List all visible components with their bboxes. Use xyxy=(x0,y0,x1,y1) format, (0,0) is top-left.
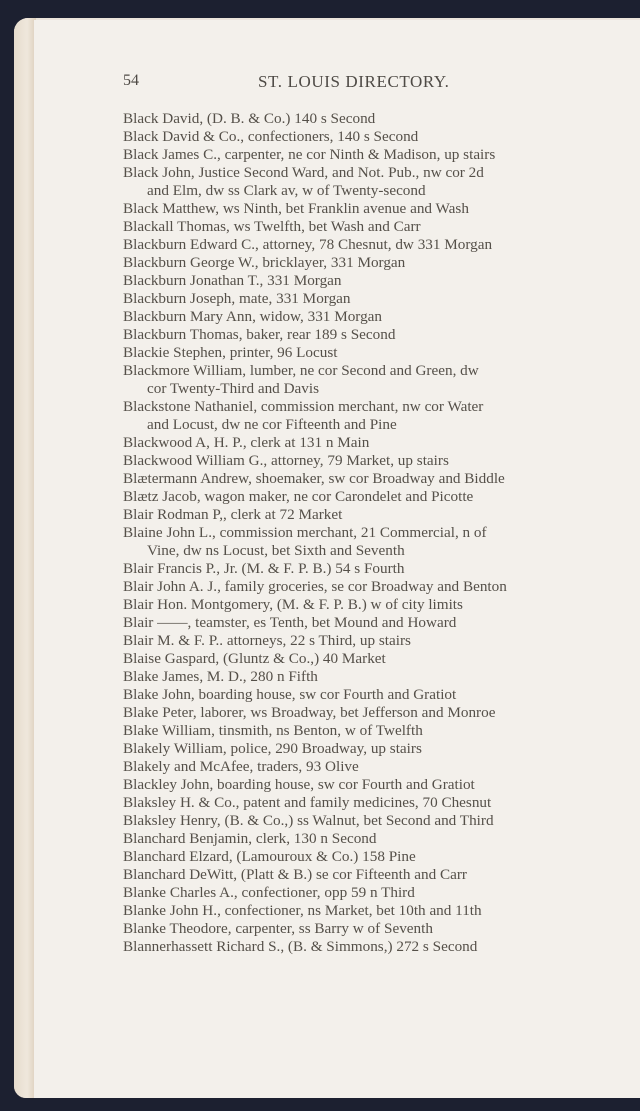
directory-entry xyxy=(123,398,607,434)
entry-line: Blake Peter, laborer, ws Broadway, bet Jefferson and Monroe xyxy=(123,704,496,721)
directory-entry xyxy=(123,200,607,218)
directory-entry xyxy=(123,452,607,470)
entry-continuation: and Locust, dw ne cor Fifteenth and Pine xyxy=(147,416,397,433)
entry-line: Blair M. & F. P.. attorneys, 22 s Third, up stairs xyxy=(123,632,411,649)
directory-entry xyxy=(123,740,607,758)
entry-line: Blaise Gaspard, (Gluntz & Co.,) 40 Market xyxy=(123,650,386,667)
page-header xyxy=(0,72,640,96)
entry-line: Blackstone Nathaniel, commission merchant, nw cor Water xyxy=(123,398,484,415)
directory-entry xyxy=(123,560,607,578)
entry-line: Blackburn Thomas, baker, rear 189 s Second xyxy=(123,326,396,343)
directory-entry xyxy=(123,794,607,812)
entry-line: Blair Rodman P,, clerk at 72 Market xyxy=(123,506,343,523)
directory-entry xyxy=(123,272,607,290)
entry-line: Blaksley H. & Co., patent and family medicines, 70 Chesnut xyxy=(123,794,492,811)
directory-entry xyxy=(123,434,607,452)
directory-entry xyxy=(123,326,607,344)
directory-entry xyxy=(123,776,607,794)
entry-continuation: cor Twenty-Third and Davis xyxy=(147,380,320,397)
entry-line: Blair ——, teamster, es Tenth, bet Mound and Howard xyxy=(123,614,457,631)
entry-line: Blair Francis P., Jr. (M. & F. P. B.) 54 s Fourth xyxy=(123,560,405,577)
entry-line: Black David & Co., confectioners, 140 s Second xyxy=(123,128,419,145)
entry-line: Blakely William, police, 290 Broadway, up stairs xyxy=(123,740,422,757)
entry-line: Blaine John L., commission merchant, 21 Commercial, n of xyxy=(123,524,487,541)
directory-entry xyxy=(123,686,607,704)
entry-line: Black Matthew, ws Ninth, bet Franklin avenue and Wash xyxy=(123,200,469,217)
directory-entry xyxy=(123,920,607,938)
directory-entry xyxy=(123,146,607,164)
directory-entry xyxy=(123,236,607,254)
directory-entry xyxy=(123,308,607,326)
directory-entry xyxy=(123,578,607,596)
directory-entry xyxy=(123,848,607,866)
entry-line: Blanchard Elzard, (Lamouroux & Co.) 158 Pine xyxy=(123,848,416,865)
entry-line: Blackie Stephen, printer, 96 Locust xyxy=(123,344,338,361)
entry-line: Blackall Thomas, ws Twelfth, bet Wash and Carr xyxy=(123,218,421,235)
entry-line: Blair John A. J., family groceries, se cor Broadway and Benton xyxy=(123,578,507,595)
directory-entry xyxy=(123,344,607,362)
entry-line: Blackburn Edward C., attorney, 78 Chesnut, dw 331 Morgan xyxy=(123,236,493,253)
directory-entry xyxy=(123,254,607,272)
entry-line: Blannerhassett Richard S., (B. & Simmons,) 272 s Second xyxy=(123,938,478,955)
entry-line: Blackburn Mary Ann, widow, 331 Morgan xyxy=(123,308,383,325)
directory-entry xyxy=(123,812,607,830)
directory-entry xyxy=(123,362,607,398)
entry-continuation: Vine, dw ns Locust, bet Sixth and Seventh xyxy=(147,542,405,559)
directory-entry xyxy=(123,596,607,614)
entry-line: Black James C., carpenter, ne cor Ninth & Madison, up stairs xyxy=(123,146,496,163)
directory-entry xyxy=(123,110,607,128)
entry-line: Blætermann Andrew, shoemaker, sw cor Broadway and Biddle xyxy=(123,470,505,487)
page-edge xyxy=(14,18,36,1098)
directory-entry xyxy=(123,758,607,776)
page-number: 54 xyxy=(123,72,139,89)
directory-entry xyxy=(123,902,607,920)
entry-line: Blakely and McAfee, traders, 93 Olive xyxy=(123,758,359,775)
directory-entry xyxy=(123,470,607,488)
entry-line: Blanke John H., confectioner, ns Market, bet 10th and 11th xyxy=(123,902,482,919)
entry-line: Blackwood William G., attorney, 79 Market, up stairs xyxy=(123,452,449,469)
entry-line: Blackburn Jonathan T., 331 Morgan xyxy=(123,272,342,289)
directory-entry xyxy=(123,830,607,848)
entry-continuation: and Elm, dw ss Clark av, w of Twenty-second xyxy=(147,182,426,199)
entry-line: Blackburn Joseph, mate, 331 Morgan xyxy=(123,290,351,307)
entry-line: Blake James, M. D., 280 n Fifth xyxy=(123,668,318,685)
entry-line: Blanchard Benjamin, clerk, 130 n Second xyxy=(123,830,377,847)
entry-line: Blanke Theodore, carpenter, ss Barry w of Seventh xyxy=(123,920,433,937)
entry-line: Blaksley Henry, (B. & Co.,) ss Walnut, bet Second and Third xyxy=(123,812,494,829)
entry-line: Blake John, boarding house, sw cor Fourth and Gratiot xyxy=(123,686,457,703)
directory-entry xyxy=(123,650,607,668)
entry-line: Blanke Charles A., confectioner, opp 59 n Third xyxy=(123,884,415,901)
directory-entry xyxy=(123,218,607,236)
entry-line: Blackley John, boarding house, sw cor Fourth and Gratiot xyxy=(123,776,475,793)
entry-line: Blair Hon. Montgomery, (M. & F. P. B.) w of city limits xyxy=(123,596,463,613)
directory-entries xyxy=(123,110,607,956)
directory-entry xyxy=(123,866,607,884)
directory-entry xyxy=(123,938,607,956)
entry-line: Black David, (D. B. & Co.) 140 s Second xyxy=(123,110,376,127)
entry-line: Blanchard DeWitt, (Platt & B.) se cor Fifteenth and Carr xyxy=(123,866,467,883)
entry-line: Blætz Jacob, wagon maker, ne cor Carondelet and Picotte xyxy=(123,488,474,505)
directory-entry xyxy=(123,524,607,560)
directory-entry xyxy=(123,884,607,902)
directory-entry xyxy=(123,488,607,506)
entry-line: Blackwood A, H. P., clerk at 131 n Main xyxy=(123,434,370,451)
directory-entry xyxy=(123,632,607,650)
directory-entry xyxy=(123,128,607,146)
directory-entry xyxy=(123,668,607,686)
directory-entry xyxy=(123,722,607,740)
entry-line: Blake William, tinsmith, ns Benton, w of Twelfth xyxy=(123,722,423,739)
directory-entry xyxy=(123,704,607,722)
directory-entry xyxy=(123,614,607,632)
directory-entry xyxy=(123,506,607,524)
entry-line: Black John, Justice Second Ward, and Not. Pub., nw cor 2d xyxy=(123,164,484,181)
directory-entry xyxy=(123,290,607,308)
directory-entry xyxy=(123,164,607,200)
entry-line: Blackmore William, lumber, ne cor Second and Green, dw xyxy=(123,362,479,379)
entry-line: Blackburn George W., bricklayer, 331 Morgan xyxy=(123,254,406,271)
page-title: ST. LOUIS DIRECTORY. xyxy=(258,72,450,91)
